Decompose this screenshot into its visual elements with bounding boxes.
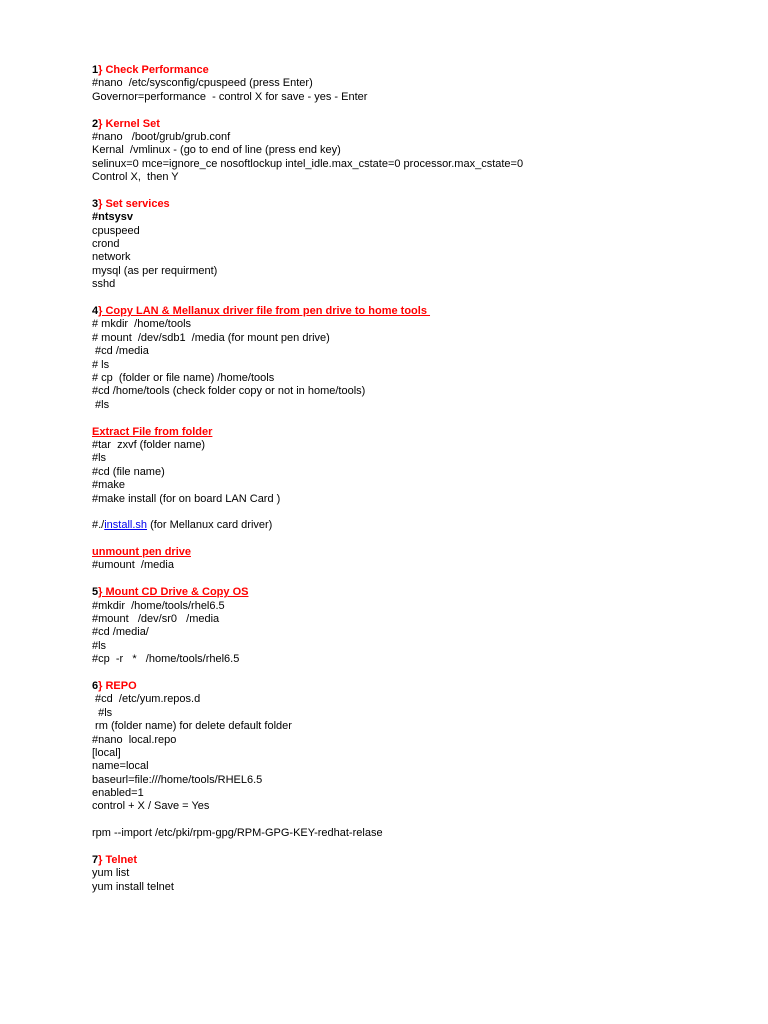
section-7-line: yum install telnet xyxy=(92,880,174,893)
section-1-line: Governor=performance - control X for save - yes - Enter xyxy=(92,90,368,103)
section-4-line: #ls xyxy=(92,398,110,411)
extract-line: #cd (file name) xyxy=(92,465,165,478)
section-2-heading: 2} Kernel Set xyxy=(92,117,160,130)
section-1-heading: 1} Check Performance xyxy=(92,64,209,76)
section-5-line: #ls xyxy=(92,639,107,652)
section-2-line: selinux=0 mce=ignore_ce nosoftlockup intel_idle.max_cstate=0 processor.max_cstate=0 xyxy=(92,157,524,170)
unmount-line: #umount /media xyxy=(92,559,174,572)
extract-line: #ls xyxy=(92,452,107,465)
service-item: mysql (as per requirment) xyxy=(92,264,218,277)
service-item: network xyxy=(92,251,131,264)
section-7-line: yum list xyxy=(92,867,130,880)
section-2-line: Kernal /vmlinux - (go to end of line (press end key) xyxy=(92,144,341,157)
install-script-line: #./install.sh (for Mellanux card driver) xyxy=(92,519,273,532)
extract-line: #tar zxvf (folder name) xyxy=(92,438,206,451)
section-6-line: baseurl=file:///home/tools/RHEL6.5 xyxy=(92,773,263,786)
section-4-line: #cd /home/tools (check folder copy or not in home/tools) xyxy=(92,385,366,398)
section-4-line: # ls xyxy=(92,358,110,371)
extract-line: #make xyxy=(92,479,126,492)
section-4-line: #cd /media xyxy=(92,345,149,358)
section-4-line: # cp (folder or file name) /home/tools xyxy=(92,371,275,384)
section-6-line: rm (folder name) for delete default folder xyxy=(92,720,292,733)
section-5-heading: 5} Mount CD Drive & Copy OS xyxy=(92,586,249,599)
section-6-heading: 6} REPO xyxy=(92,679,137,692)
extract-heading: Extract File from folder xyxy=(92,425,213,438)
section-5-line: #cp -r * /home/tools/rhel6.5 xyxy=(92,653,240,666)
section-2-line: Control X, then Y xyxy=(92,171,179,184)
section-1-line: #nano /etc/sysconfig/cpuspeed (press Enter) xyxy=(92,77,313,90)
section-2-line: #nano /boot/grub/grub.conf xyxy=(92,130,231,143)
unmount-heading: unmount pen drive xyxy=(92,546,191,559)
section-4-line: # mount /dev/sdb1 /media (for mount pen drive) xyxy=(92,331,330,344)
install-sh-link[interactable]: install.sh xyxy=(104,519,148,532)
service-item: sshd xyxy=(92,278,116,291)
section-6-line: [local] xyxy=(92,746,121,759)
section-6-line: #cd /etc/yum.repos.d xyxy=(92,693,201,706)
section-7-heading: 7} Telnet xyxy=(92,854,138,867)
section-4-line: # mkdir /home/tools xyxy=(92,318,192,331)
section-6-line: #nano local.repo xyxy=(92,733,177,746)
extract-line: #make install (for on board LAN Card ) xyxy=(92,492,281,505)
service-item: crond xyxy=(92,238,120,251)
section-5-line: #mount /dev/sr0 /media xyxy=(92,613,220,626)
section-6-line: #ls xyxy=(92,706,113,719)
section-5-line: #cd /media/ xyxy=(92,626,149,639)
section-3-command: #ntsysv xyxy=(92,211,133,224)
section-6-line: name=local xyxy=(92,760,149,773)
service-item: cpuspeed xyxy=(92,224,140,237)
section-6-line: control + X / Save = Yes xyxy=(92,800,210,813)
section-5-line: #mkdir /home/tools/rhel6.5 xyxy=(92,599,225,612)
section-4-heading: 4} Copy LAN & Mellanux driver file from pen drive to home tools xyxy=(92,305,431,318)
section-6-line: enabled=1 xyxy=(92,787,144,800)
rpm-import-line: rpm --import /etc/pki/rpm-gpg/RPM-GPG-KEY-redhat-relase xyxy=(92,827,383,840)
section-3-heading: 3} Set services xyxy=(92,197,170,210)
